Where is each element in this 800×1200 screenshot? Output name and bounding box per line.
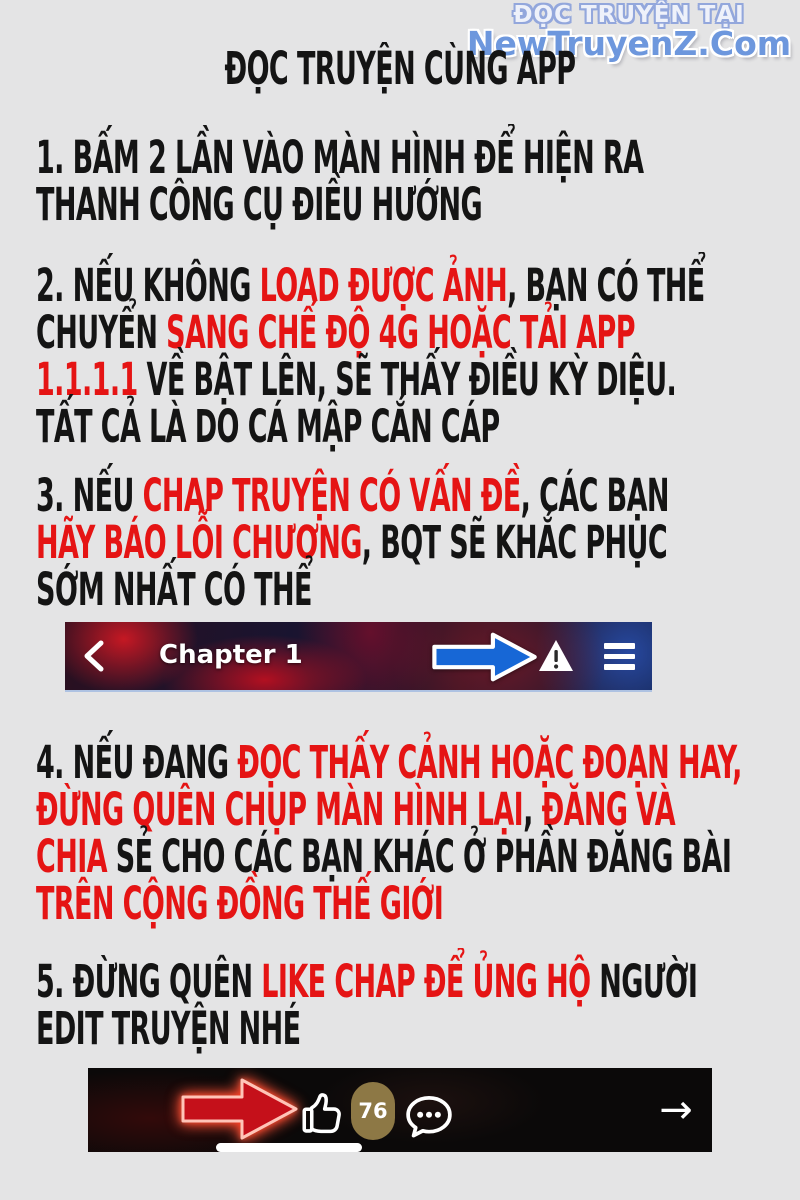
report-warning-icon[interactable] — [536, 637, 576, 675]
reader-toolbar-screenshot — [88, 1068, 712, 1152]
body-text: 1. BẤM 2 LẦN VÀO MÀN HÌNH ĐỂ HIỆN RA — [36, 131, 644, 184]
highlight-text: ĐỌC THẤY CẢNH HOẶC ĐOẠN HAY, — [237, 736, 742, 789]
instruction-section-4 — [36, 736, 786, 930]
text-line — [36, 736, 786, 789]
body-text: 3. NẾU — [36, 469, 143, 522]
watermark-tagline: ĐỌC TRUYỆN TẠI — [513, 2, 745, 28]
text-line — [36, 830, 786, 883]
menu-bar — [604, 664, 635, 670]
text-line — [36, 783, 786, 836]
body-text: 5. ĐỪNG QUÊN — [36, 955, 262, 1008]
next-chapter-arrow[interactable]: → — [659, 1087, 693, 1133]
highlight-text: TRÊN CỘNG ĐỒNG THẾ GIỚI — [36, 877, 444, 930]
text-line — [36, 516, 786, 569]
instruction-section-1 — [36, 131, 786, 231]
page-title: ĐỌC TRUYỆN CÙNG APP — [224, 42, 576, 95]
instruction-section-3 — [36, 469, 786, 616]
highlight-text: CHIA — [36, 830, 107, 883]
back-chevron-icon[interactable] — [81, 639, 107, 673]
like-count-badge: 76 — [351, 1082, 395, 1140]
body-text: , BẠN CÓ THỂ — [507, 259, 705, 312]
text-line — [36, 1002, 786, 1055]
menu-bar — [604, 643, 635, 649]
body-text: NGƯỜI — [590, 955, 698, 1008]
text-line — [36, 131, 786, 184]
body-text: 4. NẾU ĐANG — [36, 736, 238, 789]
body-text: SỚM NHẤT CÓ THỂ — [36, 563, 312, 616]
chapter-nav-screenshot — [65, 622, 652, 692]
text-line — [36, 178, 786, 231]
red-callout-arrow-icon — [180, 1073, 300, 1145]
body-text: , — [523, 783, 542, 836]
body-text: , BQT SẼ KHẮC PHỤC — [361, 516, 668, 569]
highlight-text: 1.1.1.1 — [36, 353, 138, 406]
highlight-text: SANG CHẾ ĐỘ 4G HOẶC TẢI APP — [166, 306, 635, 359]
body-text: TẤT CẢ LÀ DO CÁ MẬP CẮN CÁP — [36, 400, 500, 453]
body-text: SẺ CHO CÁC BẠN KHÁC Ở PHẦN ĐĂNG BÀI — [106, 830, 732, 883]
body-text: 2. NẾU KHÔNG — [36, 259, 260, 312]
text-line — [36, 563, 786, 616]
text-line — [36, 306, 786, 359]
chapter-title: Chapter 1 — [159, 640, 303, 670]
body-text: , CÁC BẠN — [520, 469, 669, 522]
text-line — [36, 353, 786, 406]
watermark-site-name: NewTruyenZ.Com — [466, 24, 792, 64]
text-line — [36, 469, 786, 522]
highlight-text: ĐĂNG VÀ — [541, 783, 676, 836]
instruction-section-2 — [36, 259, 786, 453]
text-line — [36, 955, 786, 1008]
instruction-section-5 — [36, 955, 786, 1055]
blue-callout-arrow-icon — [428, 631, 542, 683]
highlight-text: LIKE CHAP ĐỂ ỦNG HỘ — [261, 955, 591, 1008]
body-text: CHUYỂN — [36, 306, 167, 359]
text-line — [36, 400, 786, 453]
body-text: EDIT TRUYỆN NHÉ — [36, 1002, 301, 1055]
home-indicator[interactable] — [216, 1143, 362, 1152]
menu-bar — [604, 654, 635, 660]
like-thumbs-up-icon[interactable] — [298, 1088, 348, 1138]
text-line — [36, 877, 786, 930]
chapter-list-icon[interactable] — [604, 643, 635, 670]
highlight-text: CHAP TRUYỆN CÓ VẤN ĐỀ — [142, 469, 521, 522]
body-text: THANH CÔNG CỤ ĐIỀU HƯỚNG — [36, 178, 483, 231]
highlight-text: HÃY BÁO LỖI CHƯƠNG — [36, 516, 362, 569]
comment-speech-bubble-icon[interactable] — [404, 1094, 454, 1140]
text-line — [36, 259, 786, 312]
highlight-text: LOAD ĐƯỢC ẢNH — [259, 259, 508, 312]
highlight-text: ĐỪNG QUÊN CHỤP MÀN HÌNH LẠI — [36, 783, 524, 836]
body-text: VỀ BẬT LÊN, SẼ THẤY ĐIỀU KỲ DIỆU. — [137, 353, 677, 406]
